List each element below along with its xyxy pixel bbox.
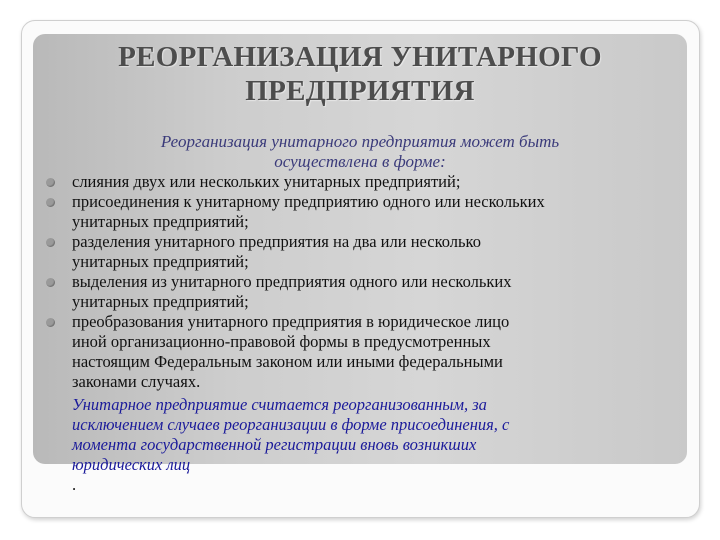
bullet-icon <box>46 278 55 287</box>
list-item <box>46 172 686 192</box>
list-item-line: настоящим Федеральным законом или иными федеральными <box>72 352 503 371</box>
list-item-line: выделения из унитарного предприятия одного или нескольких <box>72 272 512 291</box>
bullet-icon <box>46 318 55 327</box>
slide-title-line-1: РЕОРГАНИЗАЦИЯ УНИТАРНОГО <box>118 41 602 73</box>
conclusion-line-4-text: юридических лиц <box>72 455 191 474</box>
list-item-line: унитарных предприятий; <box>72 292 249 311</box>
intro-line-1: Реорганизация унитарного предприятия может быть <box>160 132 560 151</box>
conclusion-text <box>72 395 672 495</box>
reorganization-forms-list <box>46 172 686 392</box>
list-item-line: иной организационно-правовой формы в предусмотренных <box>72 332 491 351</box>
conclusion-line-3: момента государственной регистрации вновь возникших <box>72 435 477 454</box>
list-item-line: унитарных предприятий; <box>72 212 249 231</box>
bullet-icon <box>46 178 55 187</box>
list-item-line: законами случаях. <box>72 372 201 391</box>
bullet-icon <box>46 198 55 207</box>
list-item-line: разделения унитарного предприятия на два или несколько <box>72 232 481 251</box>
conclusion-period: . <box>72 475 77 494</box>
list-item <box>46 312 686 392</box>
list-item-line: слияния двух или нескольких унитарных предприятий; <box>72 172 461 191</box>
conclusion-line-4 <box>72 455 672 495</box>
list-item <box>46 232 686 272</box>
intro-text <box>60 132 660 172</box>
slide-title-line-2: ПРЕДПРИЯТИЯ <box>245 75 475 107</box>
bullet-icon <box>46 238 55 247</box>
list-item <box>46 192 686 232</box>
list-item-line: преобразования унитарного предприятия в юридическое лицо <box>72 312 510 331</box>
list-item-line: унитарных предприятий; <box>72 252 249 271</box>
conclusion-line-1: Унитарное предприятие считается реорганизованным, за <box>72 395 487 414</box>
list-item-line: присоединения к унитарному предприятию одного или нескольких <box>72 192 545 211</box>
conclusion-line-2: исключением случаев реорганизации в форме присоединения, с <box>72 415 510 434</box>
slide-title <box>33 40 687 108</box>
list-item <box>46 272 686 312</box>
intro-line-2: осуществлена в форме: <box>274 152 446 171</box>
